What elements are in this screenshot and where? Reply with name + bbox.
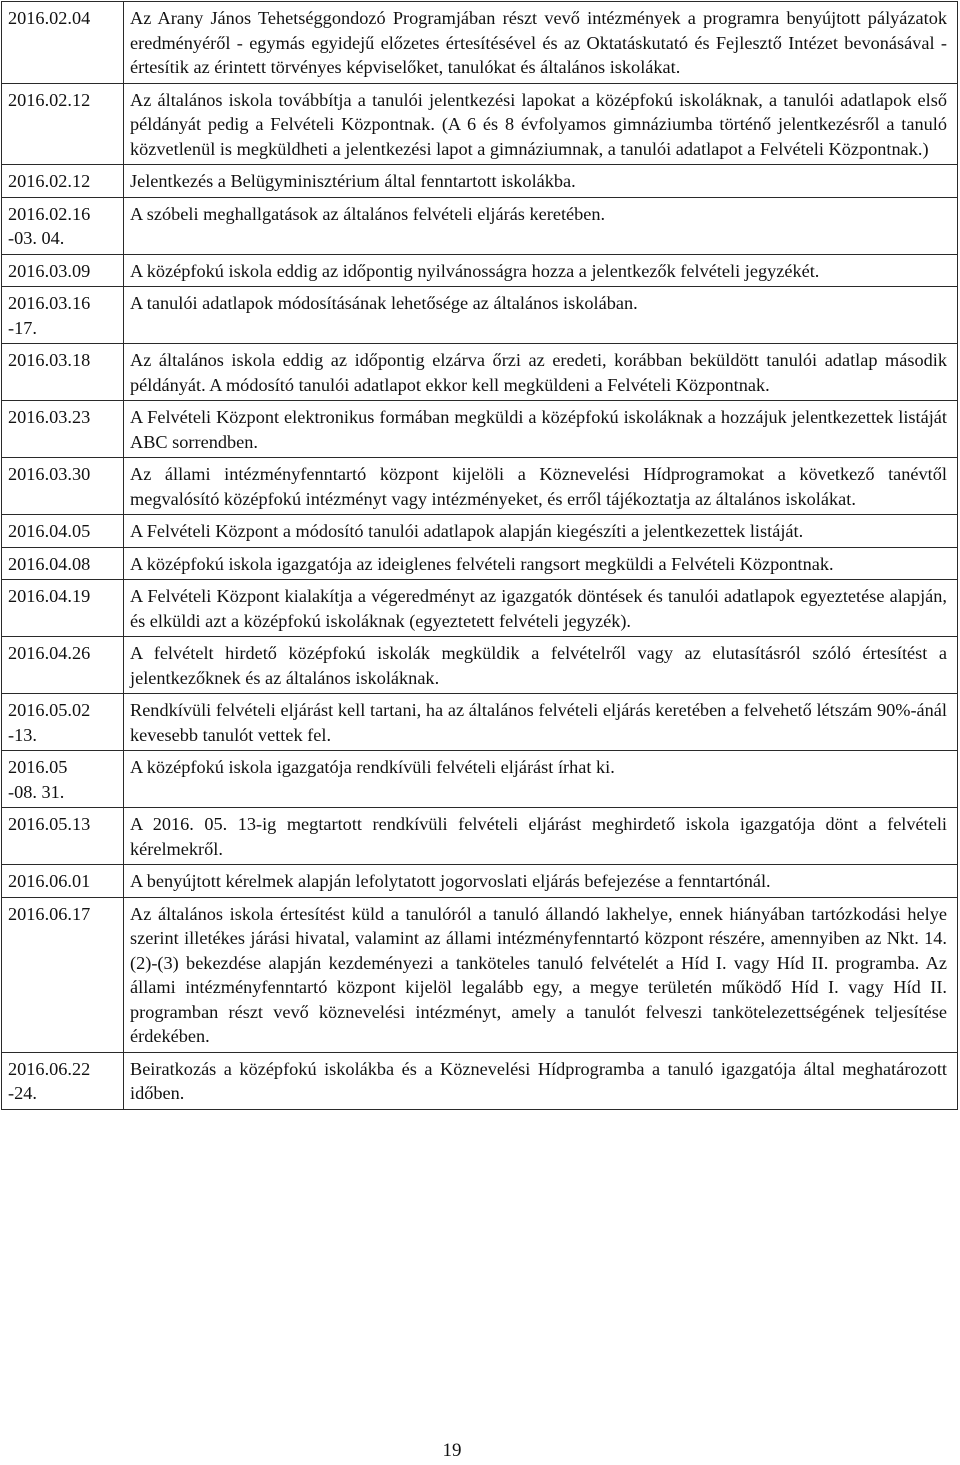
table-row xyxy=(2,254,958,287)
table-row xyxy=(2,515,958,548)
description-cell: A felvételt hirdető középfokú iskolák megküldik a felvételről vagy az elutasításról szóló értesítést a jelentkezőknek és az általános iskoláknak. xyxy=(124,637,958,694)
schedule-table-body xyxy=(2,2,958,1110)
description-cell: Rendkívüli felvételi eljárást kell tartani, ha az általános felvételi eljárás keretében a felvehető létszám 90%-ánál kevesebb tanulót vettek fel. xyxy=(124,694,958,751)
table-row xyxy=(2,808,958,865)
date-cell: 2016.06.17 xyxy=(2,897,124,1052)
admission-schedule-table xyxy=(1,1,958,1110)
table-row xyxy=(2,197,958,254)
description-cell: A benyújtott kérelmek alapján lefolytatott jogorvoslati eljárás befejezése a fenntartónál. xyxy=(124,865,958,898)
table-row xyxy=(2,458,958,515)
description-cell: A tanulói adatlapok módosításának lehetősége az általános iskolában. xyxy=(124,287,958,344)
description-cell: A középfokú iskola igazgatója az ideiglenes felvételi rangsort megküldi a Felvételi Központnak. xyxy=(124,547,958,580)
date-cell: 2016.02.16 -03. 04. xyxy=(2,197,124,254)
description-cell: Jelentkezés a Belügyminisztérium által fenntartott iskolákba. xyxy=(124,165,958,198)
date-cell: 2016.04.08 xyxy=(2,547,124,580)
table-row xyxy=(2,401,958,458)
description-cell: A Felvételi Központ kialakítja a végeredményt az igazgatók döntések és tanulói adatlapok egyeztetése alapján, és elküldi azt a középfokú iskoláknak (egyeztetett felvételi jegyzék). xyxy=(124,580,958,637)
date-cell: 2016.05.02 -13. xyxy=(2,694,124,751)
table-row xyxy=(2,897,958,1052)
description-cell: A középfokú iskola eddig az időpontig nyilvánosságra hozza a jelentkezők felvételi jegyzékét. xyxy=(124,254,958,287)
table-row xyxy=(2,694,958,751)
date-cell: 2016.02.12 xyxy=(2,83,124,165)
date-cell: 2016.03.30 xyxy=(2,458,124,515)
table-row xyxy=(2,165,958,198)
date-cell: 2016.06.01 xyxy=(2,865,124,898)
table-row xyxy=(2,1052,958,1109)
description-cell: A Felvételi Központ a módosító tanulói adatlapok alapján kiegészíti a jelentkezettek listáját. xyxy=(124,515,958,548)
description-cell: A Felvételi Központ elektronikus formában megküldi a középfokú iskoláknak a hozzájuk jelentkezettek listáját ABC sorrendben. xyxy=(124,401,958,458)
page-number: 19 xyxy=(442,1440,462,1461)
table-row xyxy=(2,865,958,898)
description-cell: Az Arany János Tehetséggondozó Programjában részt vevő intézmények a programra benyújtott pályázatok eredményéről - egymás egyidejű előzetes értesítésével és az Oktatáskutató és Fejlesztő Intézet bevonásával - értesítik az érintett törvényes képviselőket, tanulókat és általános iskolákat. xyxy=(124,2,958,84)
description-cell: Az állami intézményfenntartó központ kijelöli a Köznevelési Hídprogramokat a következő tanévtől megvalósító középfokú intézményt vagy intézményeket, és erről tájékoztatja az általános iskolákat. xyxy=(124,458,958,515)
date-cell: 2016.03.16 -17. xyxy=(2,287,124,344)
date-cell: 2016.05.13 xyxy=(2,808,124,865)
description-cell: Az általános iskola értesítést küld a tanulóról a tanuló állandó lakhelye, ennek hiányában tartózkodási helye szerint illetékes járási hivatal, valamint az állami intézményfenntartó központ részére, amennyiben az Nkt. 14. (2)-(3) bekezdése alapján kezdeményezi a tanköteles tanuló felvételét a Híd I. vagy Híd II. programba. Az állami intézményfenntartó központ kijelöl legalább egy, a megye területén működő Híd I. vagy Híd II. programban részt vevő köznevelési intézményt, amely a tanulót felveszi tankötelezettségének teljesítése érdekében. xyxy=(124,897,958,1052)
table-row xyxy=(2,580,958,637)
date-cell: 2016.04.19 xyxy=(2,580,124,637)
date-cell: 2016.04.05 xyxy=(2,515,124,548)
description-cell: A középfokú iskola igazgatója rendkívüli felvételi eljárást írhat ki. xyxy=(124,751,958,808)
description-cell: Az általános iskola eddig az időpontig elzárva őrzi az eredeti, korábban beküldött tanulói adatlap második példányát. A módosító tanulói adatlapot ekkor kell megküldeni a Felvételi Központnak. xyxy=(124,344,958,401)
description-cell: A 2016. 05. 13-ig megtartott rendkívüli felvételi eljárást meghirdető iskola igazgatója dönt a felvételi kérelmekről. xyxy=(124,808,958,865)
table-row xyxy=(2,637,958,694)
description-cell: Beiratkozás a középfokú iskolákba és a Köznevelési Hídprogramba a tanuló igazgatója által meghatározott időben. xyxy=(124,1052,958,1109)
table-row xyxy=(2,83,958,165)
date-cell: 2016.03.09 xyxy=(2,254,124,287)
table-row xyxy=(2,547,958,580)
date-cell: 2016.04.26 xyxy=(2,637,124,694)
date-cell: 2016.03.23 xyxy=(2,401,124,458)
date-cell: 2016.02.12 xyxy=(2,165,124,198)
table-row xyxy=(2,287,958,344)
description-cell: A szóbeli meghallgatások az általános felvételi eljárás keretében. xyxy=(124,197,958,254)
date-cell: 2016.06.22 -24. xyxy=(2,1052,124,1109)
date-cell: 2016.03.18 xyxy=(2,344,124,401)
table-row xyxy=(2,344,958,401)
description-cell: Az általános iskola továbbítja a tanulói jelentkezési lapokat a középfokú iskoláknak, a tanulói adatlapok első példányát pedig a Felvételi Központnak. (A 6 és 8 évfolyamos gimnáziumba történő jelentkezésről a tanuló közvetlenül is megküldheti a jelentkezési lapot a gimnáziumnak, a tanulói adatlapot a Felvételi Központnak.) xyxy=(124,83,958,165)
table-row xyxy=(2,751,958,808)
date-cell: 2016.02.04 xyxy=(2,2,124,84)
date-cell: 2016.05 -08. 31. xyxy=(2,751,124,808)
table-row xyxy=(2,2,958,84)
